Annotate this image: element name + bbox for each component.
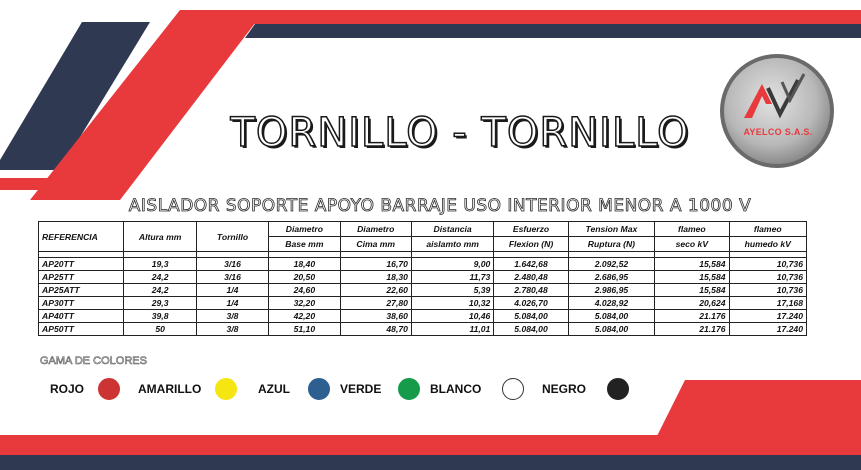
column-subheader: Cima mm	[340, 237, 411, 252]
column-subheader: Flexion (N)	[494, 237, 568, 252]
table-cell: 32,20	[269, 297, 340, 310]
table-cell: 18,40	[269, 258, 340, 271]
table-cell: 1/4	[196, 284, 268, 297]
table-row	[39, 271, 807, 284]
table-cell: 1/4	[196, 297, 268, 310]
table-cell: 10,736	[729, 258, 806, 271]
specs-table	[38, 221, 807, 336]
table-cell: 38,60	[340, 310, 411, 323]
table-cell: 51,10	[269, 323, 340, 336]
column-header: Diametro	[340, 222, 411, 237]
table-cell: 15,584	[655, 271, 729, 284]
table-cell: 10,46	[411, 310, 493, 323]
color-swatch-azul	[308, 378, 330, 400]
color-label-amarillo: AMARILLO	[138, 382, 202, 396]
table-cell: 39,8	[124, 310, 196, 323]
table-cell: 15,584	[655, 284, 729, 297]
color-swatch-amarillo	[215, 378, 237, 400]
table-cell: 24,2	[124, 284, 196, 297]
table-row	[39, 284, 807, 297]
table-row	[39, 310, 807, 323]
color-label-rojo: ROJO	[50, 382, 85, 396]
table-cell: AP50TT	[39, 323, 124, 336]
color-swatch-negro	[607, 378, 629, 400]
color-label-blanco: BLANCO	[430, 382, 482, 396]
table-cell: 9,00	[411, 258, 493, 271]
column-header: Altura mm	[124, 222, 196, 252]
table-cell: 3/16	[196, 271, 268, 284]
table-cell: 19,3	[124, 258, 196, 271]
table-cell: 2.780,48	[494, 284, 568, 297]
table-cell: 15,584	[655, 258, 729, 271]
table-cell: 24,60	[269, 284, 340, 297]
table-cell: 2.480,48	[494, 271, 568, 284]
table-cell: 17.240	[729, 310, 806, 323]
table-row	[39, 323, 807, 336]
table-cell: 11,73	[411, 271, 493, 284]
table-cell: 21.176	[655, 323, 729, 336]
table-cell: 2.686,95	[568, 271, 654, 284]
color-range-label: GAMA DE COLORES	[40, 355, 147, 367]
table-cell: 17,168	[729, 297, 806, 310]
table-cell: 50	[124, 323, 196, 336]
table-cell: 3/8	[196, 323, 268, 336]
table-cell: 18,30	[340, 271, 411, 284]
table-cell: 21.176	[655, 310, 729, 323]
table-cell: 5.084,00	[568, 323, 654, 336]
table-cell: AP30TT	[39, 297, 124, 310]
table-cell: 29,3	[124, 297, 196, 310]
table-cell: 5.084,00	[494, 310, 568, 323]
logo-text: AYELCO S.A.S.	[743, 127, 813, 137]
table-row	[39, 297, 807, 310]
table-cell: 20,50	[269, 271, 340, 284]
column-subheader: Base mm	[269, 237, 340, 252]
table-cell: 5.084,00	[494, 323, 568, 336]
table-cell: 24,2	[124, 271, 196, 284]
red-band-bottom	[0, 435, 670, 455]
table-cell: 4.028,92	[568, 297, 654, 310]
column-header: Esfuerzo	[494, 222, 568, 237]
table-cell: 22,60	[340, 284, 411, 297]
column-header: Tornillo	[196, 222, 268, 252]
table-cell: 4.026,70	[494, 297, 568, 310]
table-cell: 16,70	[340, 258, 411, 271]
color-label-negro: NEGRO	[542, 382, 587, 396]
color-swatches	[0, 378, 861, 402]
table-cell: 10,32	[411, 297, 493, 310]
red-stripe-left	[0, 178, 120, 190]
column-subheader: humedo kV	[729, 237, 806, 252]
color-label-azul: AZUL	[258, 382, 290, 396]
table-cell: 3/16	[196, 258, 268, 271]
column-header: Diametro	[269, 222, 340, 237]
column-header: REFERENCIA	[39, 222, 124, 252]
color-label-verde: VERDE	[340, 382, 382, 396]
table-cell: 5,39	[411, 284, 493, 297]
table-row	[39, 258, 807, 271]
column-header: Distancia	[411, 222, 493, 237]
table-cell: 5.084,00	[568, 310, 654, 323]
column-subheader: Ruptura (N)	[568, 237, 654, 252]
color-swatch-rojo	[98, 378, 120, 400]
page-title: TORNILLO - TORNILLO	[230, 110, 690, 156]
table-cell: 10,736	[729, 284, 806, 297]
table-cell: 2.092,52	[568, 258, 654, 271]
column-subheader: seco kV	[655, 237, 729, 252]
color-swatch-blanco	[502, 378, 524, 400]
table-cell: 3/8	[196, 310, 268, 323]
table-cell: 20,624	[655, 297, 729, 310]
table-cell: 17.240	[729, 323, 806, 336]
table-cell: 1.642,68	[494, 258, 568, 271]
color-swatch-verde	[398, 378, 420, 400]
navy-band-top	[245, 24, 861, 38]
page-subtitle: AISLADOR SOPORTE APOYO BARRAJE USO INTERIOR MENOR A 1000 V	[128, 196, 752, 216]
table-cell: 11,01	[411, 323, 493, 336]
table-cell: AP25TT	[39, 271, 124, 284]
table-cell: AP20TT	[39, 258, 124, 271]
column-header: flameo	[655, 222, 729, 237]
red-band-top	[172, 10, 861, 24]
table-cell: 42,20	[269, 310, 340, 323]
column-header: Tension Max	[568, 222, 654, 237]
table-cell: 27,80	[340, 297, 411, 310]
column-subheader: aislamto mm	[411, 237, 493, 252]
table-cell: 2.986,95	[568, 284, 654, 297]
column-header: flameo	[729, 222, 806, 237]
table-cell: AP40TT	[39, 310, 124, 323]
table-cell: 10,736	[729, 271, 806, 284]
navy-band-bottom	[0, 455, 861, 470]
table-cell: AP25ATT	[39, 284, 124, 297]
table-cell: 48,70	[340, 323, 411, 336]
